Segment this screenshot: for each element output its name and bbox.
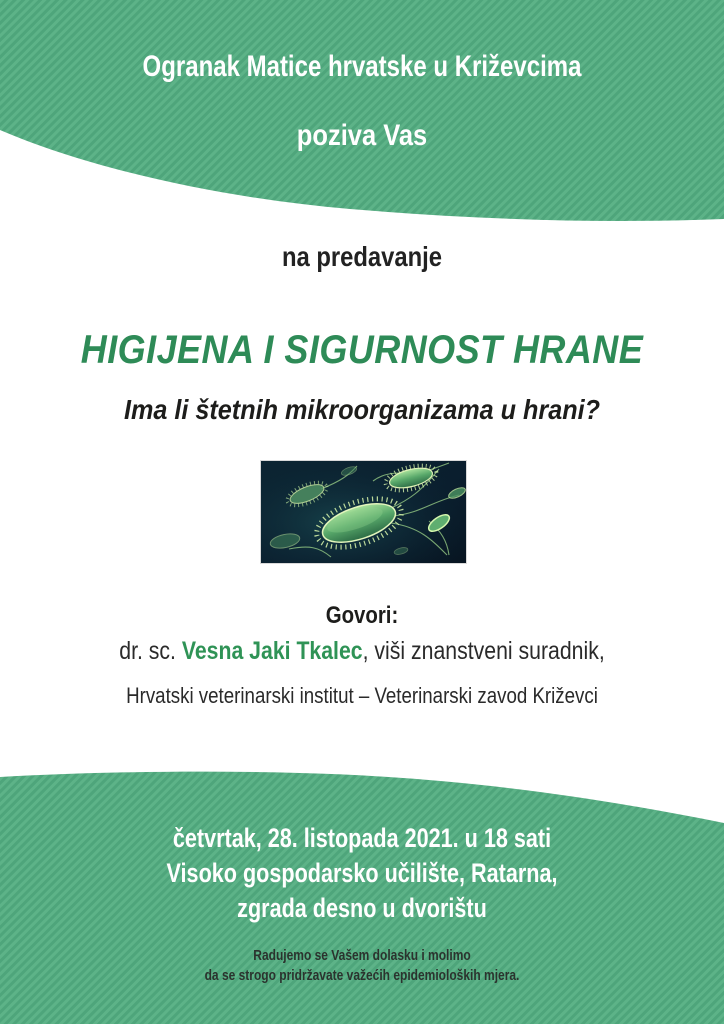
speaker-name: Vesna Jaki Tkalec [181,637,363,665]
speaker-label: Govori: [325,602,399,629]
lecture-subtitle: Ima li štetnih mikroorganizama u hrani? [123,394,601,425]
bacteria-image [260,460,467,564]
footer-wave-band [0,760,724,1024]
organization-title: Ogranak Matice hrvatske u Križevcima [142,50,582,83]
footer-note-line2: da se strogo pridržavate važećih epidemioloških mjera. [204,967,520,984]
speaker-title-prefix: dr. sc. [119,637,182,665]
speaker-line [54,637,669,666]
lecture-intro-text: na predavanje [281,241,443,272]
footer-note-line1: Radujemo se Vašem dolasku i molimo [253,947,471,964]
invitation-text: poziva Vas [296,119,428,152]
event-venue: Visoko gospodarsko učilište, Ratarna, [166,858,558,888]
speaker-institution: Hrvatski veterinarski institut – Veterinarski zavod Križevci [126,683,598,708]
speaker-role-suffix: , viši znanstveni suradnik, [362,637,605,665]
event-datetime: četvrtak, 28. listopada 2021. u 18 sati [172,823,552,853]
lecture-title: HIGIJENA I SIGURNOST HRANE [80,328,644,372]
event-venue-detail: zgrada desno u dvorištu [237,893,487,923]
